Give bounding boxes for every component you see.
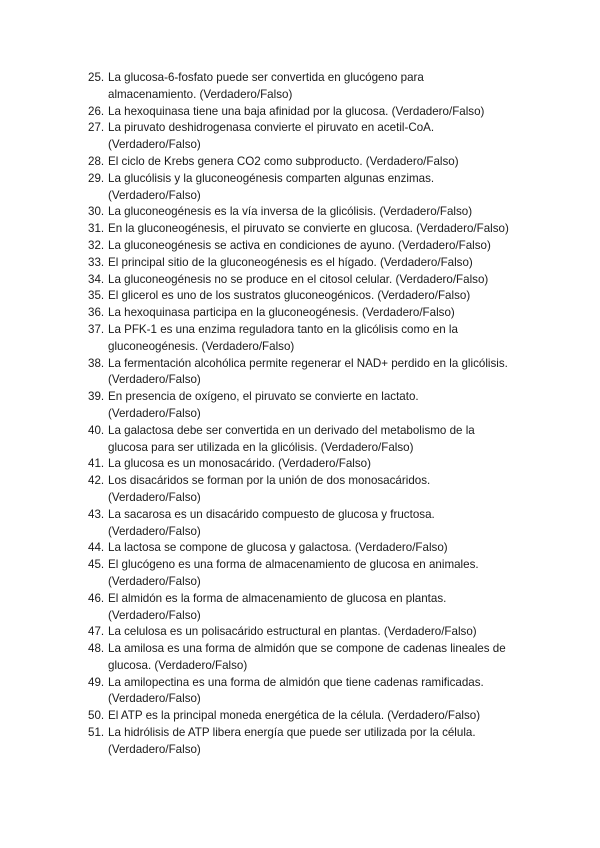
question-number: 26. [88, 104, 105, 118]
question-item [88, 221, 518, 238]
question-number: 34. [88, 272, 105, 286]
question-item [88, 641, 518, 675]
question-text-line: El almidón es la forma de almacenamiento de glucosa en plantas. [108, 591, 447, 605]
question-text-line: La fermentación alcohólica permite regenerar el NAD+ perdido en la glicólisis. [108, 356, 508, 370]
question-item [88, 624, 518, 641]
question-text-line: (Verdadero/Falso) [108, 138, 201, 152]
question-number: 36. [88, 306, 105, 320]
question-text-line: La amilosa es una forma de almidón que se compone de cadenas lineales de [108, 642, 506, 656]
question-item [88, 288, 518, 305]
question-item [88, 171, 518, 205]
question-number: 43. [88, 507, 105, 521]
question-item [88, 204, 518, 221]
question-number: 40. [88, 423, 105, 437]
question-item [88, 456, 518, 473]
question-item [88, 708, 518, 725]
question-number: 25. [88, 71, 105, 84]
question-text-line: Los disacáridos se forman por la unión de dos monosacáridos. [108, 474, 431, 488]
question-item [88, 540, 518, 557]
question-number: 37. [88, 322, 105, 336]
question-item [88, 104, 518, 121]
question-number: 49. [88, 675, 105, 689]
question-item [88, 305, 518, 322]
question-text-line: La piruvato deshidrogenasa convierte el piruvato en acetil-CoA. [108, 121, 435, 135]
question-list [88, 70, 518, 759]
question-item [88, 70, 518, 104]
question-item [88, 322, 518, 356]
question-number: 47. [88, 625, 105, 639]
question-text-line: gluconeogénesis. (Verdadero/Falso) [108, 339, 295, 353]
question-item [88, 356, 518, 390]
question-text-line: La celulosa es un polisacárido estructural en plantas. (Verdadero/Falso) [108, 625, 477, 639]
question-number: 44. [88, 541, 105, 555]
question-item [88, 120, 518, 154]
question-text-line: La glucosa es un monosacárido. (Verdadero/Falso) [108, 457, 371, 471]
question-text-line: El glicerol es uno de los sustratos gluconeogénicos. (Verdadero/Falso) [108, 289, 471, 303]
question-number: 41. [88, 457, 105, 471]
question-text-line: En presencia de oxígeno, el piruvato se convierte en lactato. [108, 390, 419, 404]
question-text-line: La hexoquinasa participa en la gluconeogénesis. (Verdadero/Falso) [108, 306, 455, 320]
question-number: 42. [88, 474, 105, 488]
question-item [88, 591, 518, 625]
question-text-line: (Verdadero/Falso) [108, 574, 201, 588]
question-item [88, 423, 518, 457]
question-text-line: La amilopectina es una forma de almidón que tiene cadenas ramificadas. [108, 675, 484, 689]
question-number: 30. [88, 205, 105, 219]
question-text-line: La glucosa-6-fosfato puede ser convertida en glucógeno para [108, 71, 424, 84]
question-text-line: El ciclo de Krebs genera CO2 como subproducto. (Verdadero/Falso) [108, 154, 459, 168]
question-text-line: (Verdadero/Falso) [108, 608, 201, 622]
question-text-line: (Verdadero/Falso) [108, 188, 201, 202]
question-number: 35. [88, 289, 105, 303]
question-text-line: La gluconeogénesis es la vía inversa de la glicólisis. (Verdadero/Falso) [108, 205, 473, 219]
question-text-line: (Verdadero/Falso) [108, 524, 201, 538]
question-item [88, 473, 518, 507]
question-text-line: La glucólisis y la gluconeogénesis comparten algunas enzimas. [108, 171, 435, 185]
question-number: 45. [88, 558, 105, 572]
question-item [88, 725, 518, 759]
question-text-line: El glucógeno es una forma de almacenamiento de glucosa en animales. [108, 558, 479, 572]
question-number: 31. [88, 222, 105, 236]
question-text-line: El principal sitio de la gluconeogénesis es el hígado. (Verdadero/Falso) [108, 255, 473, 269]
question-number: 51. [88, 726, 105, 740]
question-text-line: (Verdadero/Falso) [108, 742, 201, 756]
question-item [88, 238, 518, 255]
question-text-line: La lactosa se compone de glucosa y galactosa. (Verdadero/Falso) [108, 541, 448, 555]
question-text-line: La hidrólisis de ATP libera energía que puede ser utilizada por la célula. [108, 726, 476, 740]
question-text-line: glucosa para ser utilizada en la glicólisis. (Verdadero/Falso) [108, 440, 414, 454]
question-text-line: En la gluconeogénesis, el piruvato se convierte en glucosa. (Verdadero/Falso) [108, 222, 509, 236]
question-number: 33. [88, 255, 105, 269]
question-item [88, 272, 518, 289]
question-text-line: La gluconeogénesis no se produce en el citosol celular. (Verdadero/Falso) [108, 272, 489, 286]
question-item [88, 507, 518, 541]
question-item [88, 389, 518, 423]
question-text-line: (Verdadero/Falso) [108, 373, 201, 387]
question-number: 27. [88, 121, 105, 135]
question-text-line: La gluconeogénesis se activa en condiciones de ayuno. (Verdadero/Falso) [108, 238, 491, 252]
question-number: 38. [88, 356, 105, 370]
question-item [88, 675, 518, 709]
question-number: 32. [88, 238, 105, 252]
question-text-line: El ATP es la principal moneda energética de la célula. (Verdadero/Falso) [108, 709, 481, 723]
question-text-line: almacenamiento. (Verdadero/Falso) [108, 87, 293, 101]
question-text-line: (Verdadero/Falso) [108, 406, 201, 420]
question-number: 28. [88, 154, 105, 168]
question-number: 50. [88, 709, 105, 723]
question-number: 29. [88, 171, 105, 185]
question-text-line: La galactosa debe ser convertida en un derivado del metabolismo de la [108, 423, 475, 437]
question-text-line: glucosa. (Verdadero/Falso) [108, 658, 248, 672]
question-text-line: La sacarosa es un disacárido compuesto de glucosa y fructosa. [108, 507, 435, 521]
question-text-line: La PFK-1 es una enzima reguladora tanto en la glicólisis como en la [108, 322, 458, 336]
question-text-line: La hexoquinasa tiene una baja afinidad por la glucosa. (Verdadero/Falso) [108, 104, 485, 118]
question-text-line: (Verdadero/Falso) [108, 692, 201, 706]
question-item [88, 557, 518, 591]
question-text-line: (Verdadero/Falso) [108, 490, 201, 504]
question-number: 39. [88, 390, 105, 404]
question-item [88, 255, 518, 272]
question-number: 48. [88, 642, 105, 656]
question-number: 46. [88, 591, 105, 605]
question-item [88, 154, 518, 171]
